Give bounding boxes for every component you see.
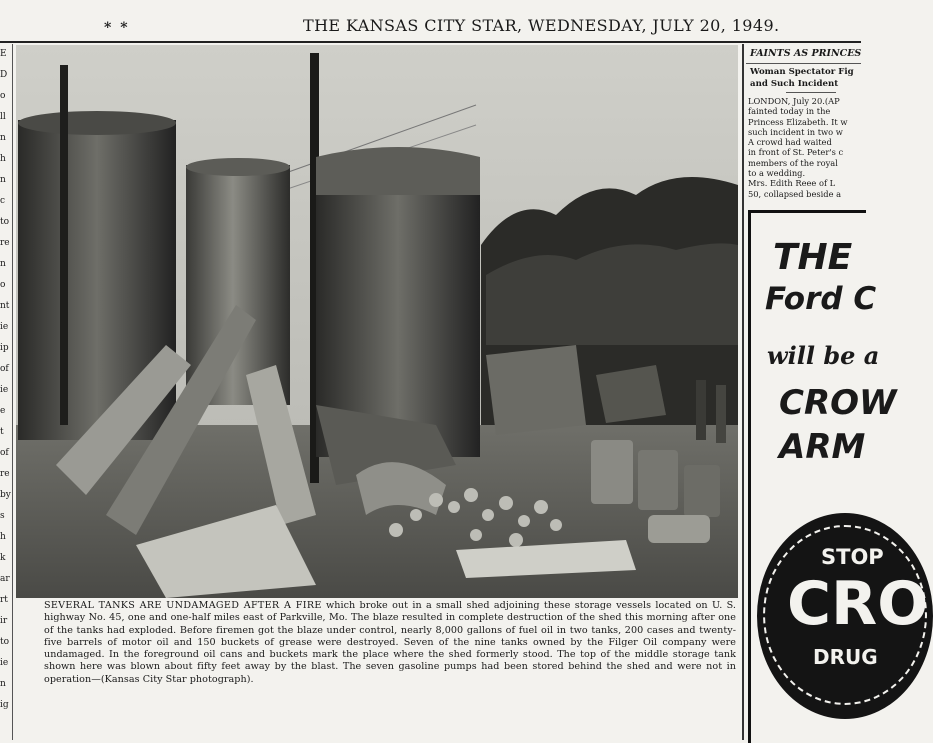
- left-column-fragment: ig: [0, 700, 9, 710]
- article-line: such incident in two w: [748, 126, 843, 137]
- right-deck: [750, 66, 854, 90]
- left-column-fragment: n: [0, 679, 6, 689]
- deck-rule: [786, 92, 836, 93]
- newspaper-folio-line: THE KANSAS CITY STAR, WEDNESDAY, JULY 20, 1949.: [303, 16, 780, 35]
- article-line: in front of St. Peter's c: [748, 147, 844, 158]
- ad-badge-bottom: DRUG: [813, 645, 878, 669]
- left-column-fragment: to: [0, 637, 10, 647]
- left-column-fragment: to: [0, 217, 10, 227]
- right-article-body: [748, 96, 847, 199]
- ad-line-ford: Ford C: [765, 281, 877, 317]
- news-photograph: [16, 45, 738, 598]
- left-column-fragment: k: [0, 553, 6, 563]
- left-column-rule: [12, 44, 13, 740]
- ad-line-the: THE: [773, 237, 853, 278]
- article-line: to a wedding.: [748, 168, 806, 179]
- ad-line-crown: CROW: [779, 383, 897, 423]
- left-column-fragment: ll: [0, 112, 6, 122]
- photo-caption: [44, 600, 736, 686]
- left-column-fragment: rt: [0, 595, 8, 605]
- right-headline: FAINTS AS PRINCES: [750, 48, 862, 59]
- article-line: 50, collapsed beside a: [748, 188, 842, 199]
- left-column-fragment: n: [0, 259, 6, 269]
- article-line: LONDON, July 20.(AP: [748, 96, 840, 106]
- left-column-fragment: re: [0, 238, 10, 248]
- left-column-fragment: e: [0, 406, 6, 416]
- left-column-fragment: ie: [0, 322, 9, 332]
- left-column-fragment: o: [0, 280, 6, 290]
- masthead-rule: [0, 41, 861, 43]
- left-column-fragment: ie: [0, 385, 9, 395]
- ad-badge-top: STOP: [821, 545, 884, 569]
- left-column-fragment: t: [0, 427, 4, 437]
- left-column-cut-text: [0, 44, 12, 740]
- left-column-fragment: n: [0, 133, 6, 143]
- article-line: Mrs. Edith Reee of L: [748, 178, 836, 189]
- left-column-fragment: ar: [0, 574, 10, 584]
- left-column-fragment: h: [0, 532, 6, 542]
- article-line: members of the royal: [748, 157, 838, 168]
- left-column-fragment: E: [0, 49, 7, 59]
- article-line: fainted today in the: [748, 106, 831, 117]
- ad-line-armory: ARM: [779, 427, 866, 467]
- ad-line-will-be: will be a: [767, 341, 880, 370]
- left-column-fragment: re: [0, 469, 10, 479]
- newspaper-masthead: [0, 0, 861, 42]
- left-column-fragment: ie: [0, 658, 9, 668]
- left-column-fragment: nt: [0, 301, 10, 311]
- article-line: A crowd had waited: [748, 137, 832, 148]
- left-column-fragment: of: [0, 364, 9, 374]
- article-line: Princess Elizabeth. It w: [748, 116, 848, 127]
- drug-store-advertisement: [748, 210, 929, 743]
- left-column-fragment: D: [0, 70, 8, 80]
- left-column-fragment: by: [0, 490, 11, 500]
- ad-badge-logo: CRO: [787, 569, 929, 639]
- left-column-fragment: s: [0, 511, 5, 521]
- deck-line: and Such Incident: [750, 79, 839, 89]
- deck-line: Woman Spectator Fig: [750, 67, 854, 77]
- left-column-fragment: of: [0, 448, 9, 458]
- left-column-fragment: h: [0, 154, 6, 164]
- left-column-fragment: ip: [0, 343, 9, 353]
- fire-scene-photo: [16, 45, 738, 598]
- left-column-fragment: o: [0, 91, 6, 101]
- headline-rule: [746, 63, 861, 64]
- edition-stars: * *: [104, 20, 130, 36]
- left-column-fragment: ir: [0, 616, 8, 626]
- caption-lead: SEVERAL TANKS ARE UNDAMAGED AFTER A FIRE: [44, 600, 322, 611]
- left-column-fragment: n: [0, 175, 6, 185]
- caption-body: which broke out in a small shed adjoining these storage vessels located on U. S. highway No. 45, one and one-half miles east of Parkville, Mo. The blaze resulted in complete destruction of the shed this morning after one of the tanks had exploded. Before firemen got the blaze under control, nearly 8,000 gallons of fuel oil in two tanks, 200 cases and twenty-five barrels of motor oil and 150 buckets of grease were destroyed. Seven of the nine tanks owned by the Filger Oil company were undamaged. In the foreground oil cans and buckets mark the place where the shed formerly stood. The top of the middle storage tank shown here was blown about fifty feet away by the blast. The seven gasoline pumps had been stored behind the shed and were not in operation—(Kansas City Star photograph).: [44, 600, 736, 685]
- column-rule: [742, 44, 744, 740]
- left-column-fragment: c: [0, 196, 6, 206]
